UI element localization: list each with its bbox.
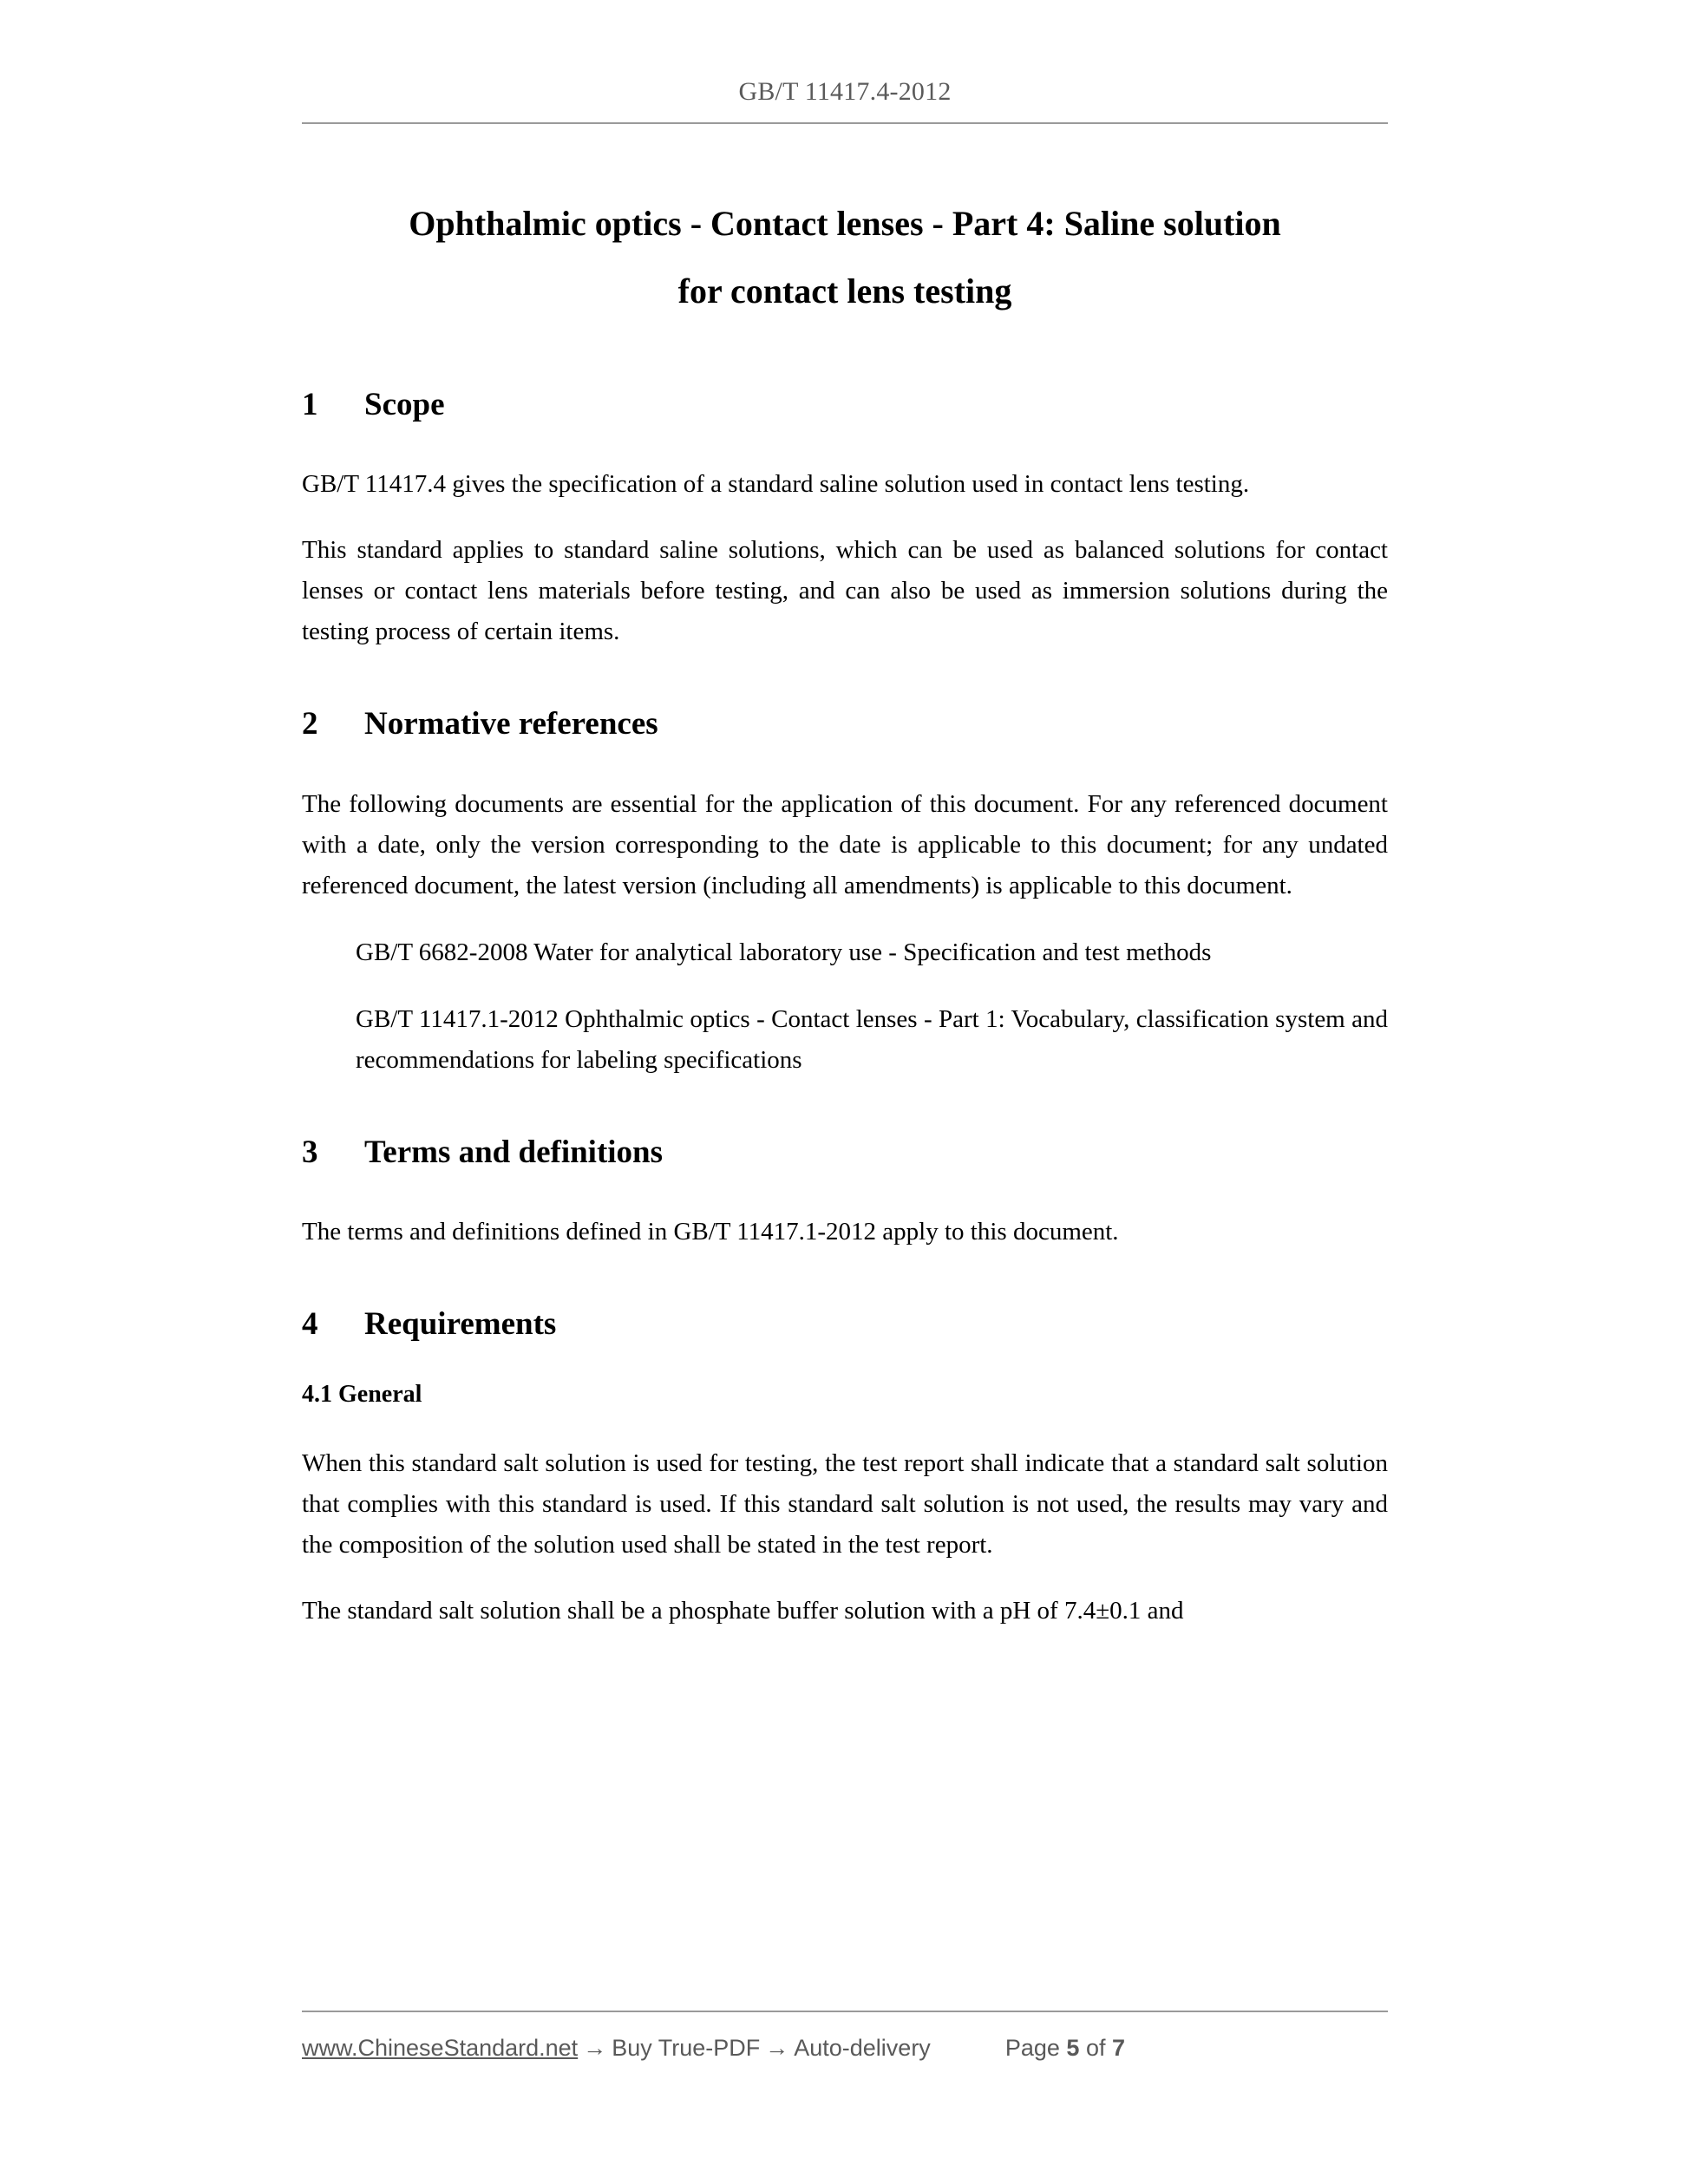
section-number-4: 4 (302, 1305, 318, 1342)
header-divider (302, 122, 1388, 124)
section-number-3: 3 (302, 1134, 318, 1170)
total-page-count: 7 (1111, 2035, 1126, 2061)
spacer (302, 973, 1388, 999)
footer-delivery-label: Auto-delivery (794, 2035, 931, 2061)
spacer (302, 317, 1388, 385)
current-page-number: 5 (1066, 2035, 1080, 2061)
standard-number: GB/T 11417.4-2012 (738, 77, 952, 106)
of-word-label: of (1085, 2035, 1106, 2061)
spacer (302, 906, 1388, 932)
spacer (302, 505, 1388, 530)
page-content (302, 198, 1388, 1631)
page-indicator (1005, 2035, 1125, 2062)
arrow-right-icon-2: → (765, 2035, 789, 2061)
scope-paragraph-1: GB/T 11417.4 gives the specification of a standard saline solution used in contact lens testing. (302, 470, 1250, 499)
subsection-heading-general: 4.1 General (302, 1381, 422, 1408)
general-paragraph-1: When this standard salt solution is used for testing, the test report shall indicate that a standard salt solution that complies with this standard is used. If this standard salt solution is not used, the results may vary and the composition of the solution used shall be stated in the test report. (302, 1449, 1388, 1560)
spacer (302, 745, 1388, 784)
spacer (302, 1344, 1388, 1379)
spacer (302, 1252, 1388, 1305)
terms-and-definitions-paragraph-1: The terms and definitions defined in GB/T 11417.1-2012 apply to this document. (302, 1217, 1119, 1246)
section-number-1: 1 (302, 387, 318, 422)
section-title-scope: Scope (364, 387, 445, 422)
spacer (302, 1173, 1388, 1212)
spacer (302, 1410, 1388, 1443)
page-word-label: Page (1004, 2035, 1060, 2061)
section-heading-terms-and-definitions (302, 1133, 1388, 1173)
arrow-right-icon-1: → (583, 2035, 607, 2061)
document-title (302, 198, 1388, 317)
spacer (302, 1566, 1388, 1591)
document-title-line-2: for contact lens testing (677, 271, 1012, 311)
scope-paragraph-2: This standard applies to standard saline solutions, which can be used as balanced solutions for contact lenses or contact lens materials before testing, and can also be used as immersion solutions during the testing process of certain items. (302, 536, 1388, 646)
section-number-2: 2 (302, 706, 318, 742)
section-heading-scope (302, 385, 1388, 425)
section-title-requirements: Requirements (364, 1305, 557, 1342)
footer-divider (302, 2011, 1388, 2012)
page-footer (302, 2011, 1388, 2062)
general-paragraph-2: The standard salt solution shall be a phosphate buffer solution with a pH of 7.4±0.1 and (302, 1597, 1184, 1625)
normative-reference-item-1: GB/T 6682-2008 Water for analytical laboratory use - Specification and test methods (356, 938, 1212, 966)
spacer (302, 1081, 1388, 1133)
section-title-terms-and-definitions: Terms and definitions (364, 1134, 664, 1170)
spacer (302, 652, 1388, 704)
page-header (302, 76, 1388, 124)
footer-row (302, 2035, 1388, 2062)
spacer (302, 425, 1388, 464)
document-title-line-1: Ophthalmic optics - Contact lenses - Part 4: Saline solution (409, 204, 1281, 243)
normative-references-paragraph-1: The following documents are essential for the application of this document. For any referenced document with a date, only the version corresponding to the date is applicable to this document; for any undated referenced document, the latest version (including all amendments) is applicable to this document. (302, 789, 1388, 899)
normative-reference-item-2: GB/T 11417.1-2012 Ophthalmic optics - Contact lenses - Part 1: Vocabulary, classification system and recommendations for labeling specifications (356, 1004, 1388, 1074)
section-title-normative-references: Normative references (364, 706, 658, 742)
footer-buy-label: Buy True-PDF (612, 2035, 761, 2061)
footer-promo (302, 2035, 931, 2062)
section-heading-normative-references (302, 704, 1388, 744)
footer-website-link[interactable]: www.ChineseStandard.net (302, 2035, 579, 2061)
section-heading-requirements (302, 1305, 1388, 1344)
